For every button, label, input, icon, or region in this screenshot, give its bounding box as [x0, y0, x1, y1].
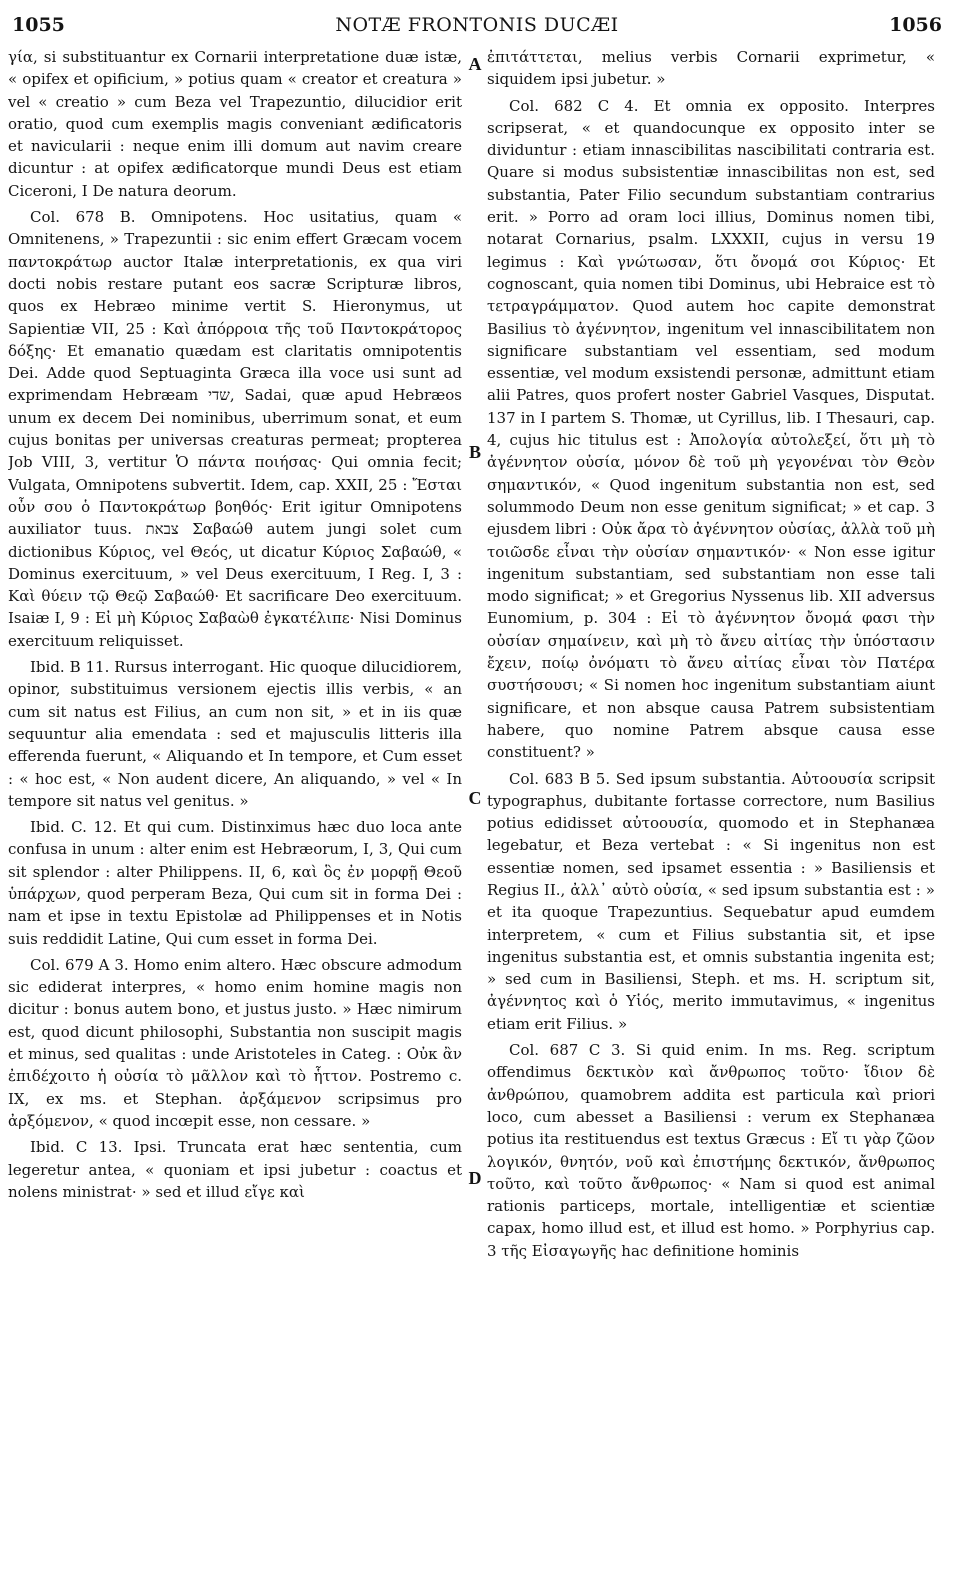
left-column: [8, 46, 462, 1561]
left-paragraph-5: Col. 679 A 3. Homo enim altero. Hæc obscure admodum sic ediderat interpres, « homo enim homine magis non dicitur : bonus autem bono, et justus justo. » Hæc nimirum est, quod dicunt philosophi, Substantia non suscipit magis et minus, sed qualitas : unde Aristoteles in Categ. : Οὐκ ἂν ἐπιδέχοιτο ἡ οὐσία τὸ μᾶλλον καὶ τὸ ἧττον. Postremo c. IX, ex ms. et Stephan. ἀρξάμενον scripsimus pro ἀρξόμενον, « quod incœpit esse, non cessare. »: [8, 955, 462, 1130]
left-paragraph-3: Ibid. B 11. Rursus interrogant. Hic quoque dilucidiorem, opinor, substituimus versionem ejectis illis verbis, « an cum sit natus est Filius, an cum non sit, » et in iis quæ sequuntur alia emendata : sed et majusculis litteris illa efferenda fuerunt, « Aliquando et In tempore, et Cum esset : « hoc est, « Non audent dicere, An aliquando, » vel « In tempore sit natus vel genitus. »: [8, 658, 462, 810]
right-column: [487, 46, 935, 1561]
page-number-left: 1055: [12, 14, 65, 36]
right-paragraph-4: Col. 687 C 3. Si quid enim. In ms. Reg. scriptum offendimus δεκτικὸν καὶ ἄνθρωπος τοῦτο· ἴδιον δὲ ἀνθρώπου, quamobrem addita est particula καὶ priori loco, cum abesset a Basiliensi : verum ex Stephanæa potius ita restituendus est textus Græcus : Εἴ τι γὰρ ζῶον λογικόν, θνητόν, νοῦ καὶ ἐπιστήμης δεκτικόν, ἄνθρωπος τοῦτο, καὶ τοῦτο ἄνθρωπος· « Nam si quod est animal rationis particeps, mortale, intelligentiæ et scientiæ capax, homo illud est, et illud est homo. » Porphyrius cap. 3 τῆς Εἰσαγωγῆς hac definitione hominis: [487, 1041, 935, 1260]
right-paragraph-2: Col. 682 C 4. Et omnia ex opposito. Interpres scripserat, « et quandocunque ex opposito inter se dividuntur : etiam innascibilitas nascibilitati contraria est. Quare si modus subsistentiæ innascibilitas non est, sed substantia, Pater Filio secundum substantiam contrarius erit. » Porro ad oram loci illius, Dominus nomen tibi, notarat Cornarius, psalm. LXXXII, cujus in versu 19 legimus : Καὶ γνώτωσαν, ὅτι ὄνομά σοι Κύριος· Et cognoscant, quia nomen tibi Dominus, ubi Hebraice est τὸ τετραγράμματον. Quod autem hoc capite demonstrat Basilius τὸ ἀγέννητον, ingenitum vel innascibilitatem non significare substantiam vel essentiam, sed modum essentiæ, vel modum exsistendi personæ, admittunt etiam alii Patres, quos profert noster Gabriel Vasques, Disputat. 137 in I partem S. Thomæ, ut Cyrillus, lib. I Thesauri, cap. 4, cujus hic titulus est : Ἀπολογία αὐτολεξεί, ὅτι μὴ τὸ ἀγέννητον οὐσία, μόνον δὲ τοῦ μὴ γεγονέναι τὸν Θεὸν σημαντικόν, « Quod ingenitum substantia non est, sed solummodo Deum non esse genitum significat; » et cap. 3 ejusdem libri : Οὐκ ἄρα τὸ ἀγέννητον οὐσίας, ἀλλὰ τοῦ μὴ τοιῶσδε εἶναι τὴν οὐσίαν σημαντικόν· « Non esse igitur ingenitum substantiam, sed substantiam non esse tali modo significat; » et Gregorius Nyssenus lib. XII adversus Eunomium, p. 304 : Εἰ τὸ ἀγέννητον ὄνομά φασι τὴν οὐσίαν σημαίνειν, καὶ μὴ τὸ ἄνευ αἰτίας τὴν ὑπόστασιν ἔχειν, ποίῳ ὀνόματι τὸ ἄνευ αἰτίας εἶναι τὸν Πατέρα συστήσουσι; « Si nomen hoc ingenitum substantiam aiunt significare, et non absque causa Patrem subsistentiam habere, quo nomine Patrem absque causa esse constituent? »: [487, 96, 935, 762]
margin-letter-b: B: [468, 442, 481, 462]
margin-letter-a: A: [468, 54, 482, 74]
left-paragraph-4: Ibid. C. 12. Et qui cum. Distinximus hæc duo loca ante confusa in unum : alter enim est Hebræorum, I, 3, Qui cum sit splendor : alter Philippens. II, 6, καὶ ὃς ἐν μορφῇ Θεοῦ ὑπάρχων, quod perperam Beza, Qui cum sit in forma Dei : nam et ipse in textu Epistolæ ad Philippenses et in Notis suis reddidit Latine, Qui cum esset in forma Dei.: [8, 818, 462, 948]
right-paragraph-1: ἐπιτάττεται, melius verbis Cornarii exprimetur, « siquidem ipsi jubetur. »: [487, 48, 935, 89]
left-paragraph-6: Ibid. C 13. Ipsi. Truncata erat hæc sententia, cum legeretur antea, « quoniam et ipsi jubetur : coactus et nolens ministrat· » sed et illud εἴγε καὶ: [8, 1138, 462, 1201]
page-number-right: 1056: [889, 14, 942, 36]
margin-letter-c: C: [468, 788, 482, 808]
right-paragraph-3: Col. 683 B 5. Sed ipsum substantia. Αὐτοουσία scripsit typographus, dubitante fortasse correctore, num Basilius potius edidisset αὐτοουσία, quomodo et in Stephanæa legebatur, et Beza vertebat : « Si ingenitus non est essentiæ nomen, sed ipsamet essentia : » Basiliensis et Regius II., ἀλλ᾽ αὐτὸ οὐσία, « sed ipsum substantia est : » et ita quoque Trapezuntius. Sequebatur apud eumdem interpretem, « cum et Filius substantia sit, et ipse ingenitus substantia est, et omnis substantia ingenita est; » sed cum in Basiliensi, Steph. et ms. H. scriptum sit, ἀγέννητος καὶ ὁ Υἱός, merito immutavimus, « ingenitus etiam erit Filius. »: [487, 769, 935, 1033]
left-paragraph-1: γία, si substituantur ex Cornarii interpretatione duæ istæ, « opifex et opificium, » potius quam « creator et creatura » vel « creatio » cum Beza vel Trapezuntio, dilucidior erit oratio, quod cum exemplis magis conveniant ædificatoris et navicularii : neque enim illi domum aut navim creare dicuntur : at opifex ædificatorque mundi Deus est etiam Ciceroni, I De natura deorum.: [8, 48, 462, 200]
left-paragraph-2: Col. 678 B. Omnipotens. Hoc usitatius, quam « Omnitenens, » Trapezuntii : sic enim effert Græcam vocem παντοκράτωρ auctor Italæ interpretationis, ex qua viri docti nobis restare putant eos sacræ Scripturæ libros, quos ex Hebræo minime vertit S. Hieronymus, ut Sapientiæ VII, 25 : Καὶ ἀπόρροια τῆς τοῦ Παντοκράτορος δόξης· Et emanatio quædam est claritatis omnipotentis Dei. Adde quod Septuaginta Græca illa voce usi sunt ad exprimendam Hebræam שדי, Sadai, quæ apud Hebræos unum ex decem Dei nominibus, uberrimum sonat, et eum cujus bonitas per universas creaturas permeat; propterea Job VIII, 3, vertitur Ὁ πάντα ποιήσας· Qui omnia fecit; Vulgata, Omnipotens subvertit. Idem, cap. XXII, 25 : Ἔσται οὖν σου ὁ Παντοκράτωρ βοηθός· Erit igitur Omnipotens auxiliator tuus. צבאת Σαβαώθ autem jungi solet cum dictionibus Κύριος, vel Θεός, ut dicatur Κύριος Σαβαώθ, « Dominus exercituum, » vel Deus exercituum, I Reg. I, 3 : Καὶ θύειν τῷ Θεῷ Σαβαώθ· Et sacrificare Deo exercituum. Isaiæ I, 9 : Εἰ μὴ Κύριος Σαβαὼθ ἐγκατέλιπε· Nisi Dominus exercituum reliquisset.: [8, 208, 462, 650]
margin-letter-d: D: [468, 1168, 482, 1188]
running-header: [12, 14, 942, 44]
running-title: NOTÆ FRONTONIS DUCÆI: [335, 14, 619, 36]
